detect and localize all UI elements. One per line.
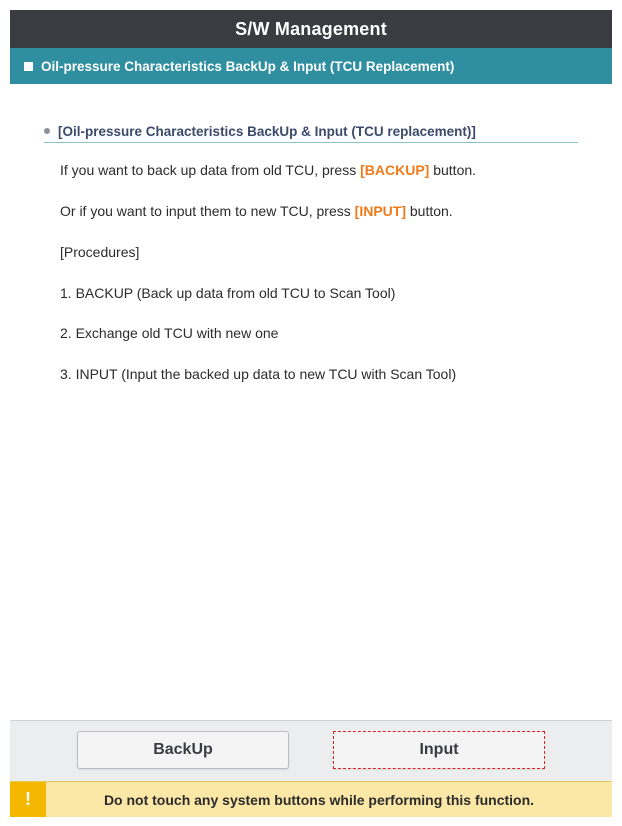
- procedure-step: 1. BACKUP (Back up data from old TCU to Scan Tool): [60, 285, 396, 301]
- button-bar: [10, 720, 612, 781]
- instruction-backup-tail: button.: [429, 162, 477, 178]
- warning-message: Do not touch any system buttons while performing this function.: [103, 791, 535, 808]
- subheading-text: [Oil-pressure Characteristics BackUp & Input (TCU replacement)]: [58, 123, 476, 139]
- instruction-input: [60, 203, 453, 219]
- input-keyword: [INPUT]: [354, 203, 406, 219]
- instruction-backup-text: If you want to back up data from old TCU, press: [60, 162, 361, 178]
- square-bullet-icon: [24, 62, 33, 71]
- warning-bar: [10, 781, 612, 817]
- app-window: [10, 10, 612, 816]
- instruction-input-tail: button.: [405, 203, 453, 219]
- section-title: Oil-pressure Characteristics BackUp & Input (TCU Replacement): [41, 58, 455, 74]
- input-button[interactable]: Input: [333, 731, 545, 769]
- section-header: [10, 48, 612, 84]
- content-subheading: [44, 120, 578, 143]
- window-title: S/W Management: [10, 10, 612, 48]
- backup-keyword: [BACKUP]: [360, 162, 430, 178]
- instruction-backup: [60, 162, 476, 178]
- instruction-input-text: Or if you want to input them to new TCU, press: [60, 203, 355, 219]
- procedure-step: 2. Exchange old TCU with new one: [60, 325, 279, 341]
- content-area: [10, 84, 612, 720]
- procedure-step: 3. INPUT (Input the backed up data to new TCU with Scan Tool): [60, 366, 457, 382]
- procedures-label: [Procedures]: [60, 244, 140, 260]
- dot-bullet-icon: [44, 128, 50, 134]
- warning-icon: !: [10, 782, 46, 817]
- backup-button[interactable]: BackUp: [77, 731, 289, 769]
